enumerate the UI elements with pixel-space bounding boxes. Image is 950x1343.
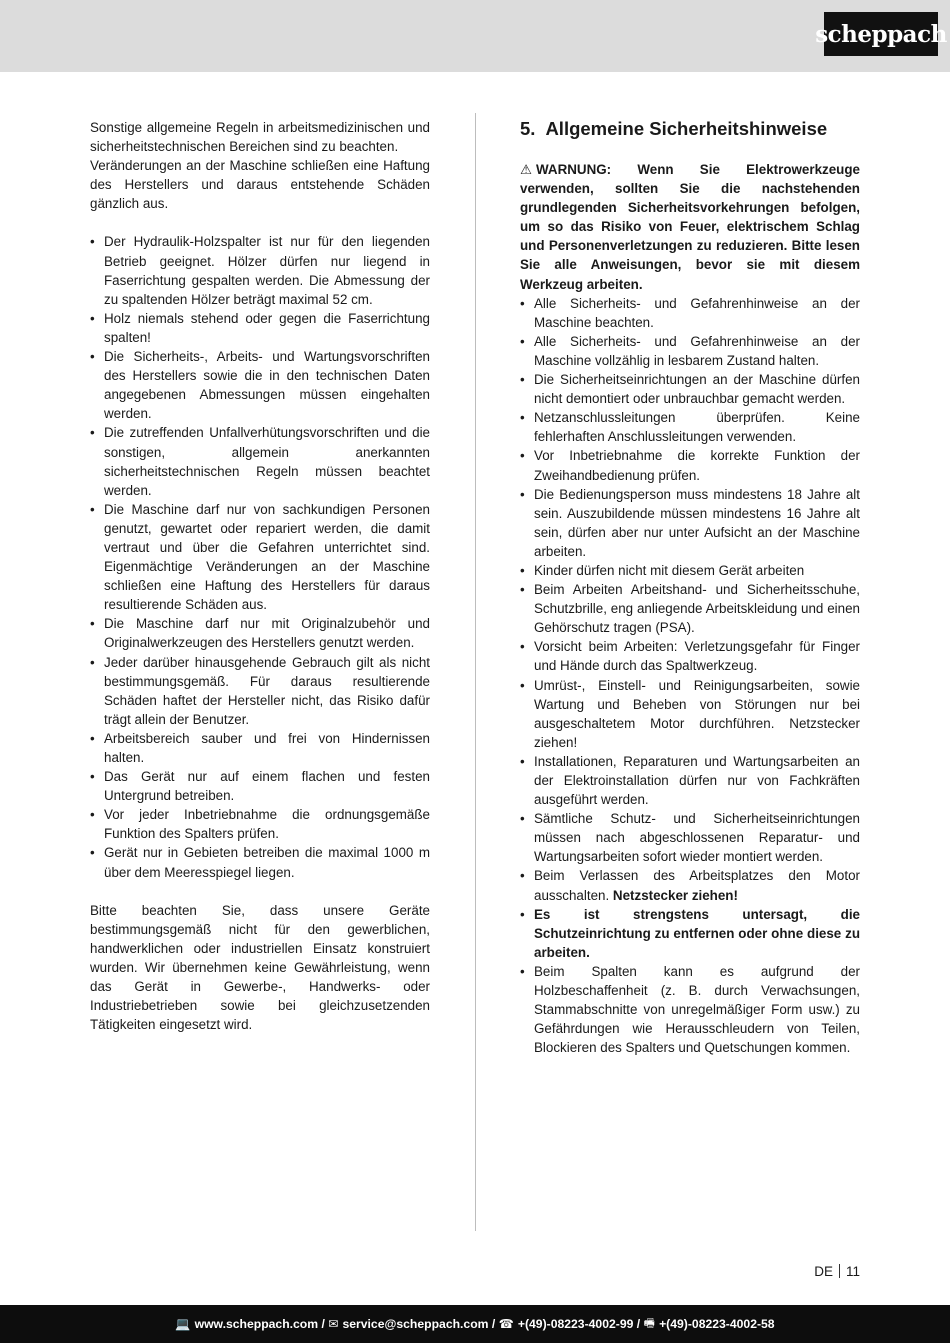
warning-paragraph (520, 160, 860, 294)
list-item: • Umrüst-, Einstell- und Reinigungsarbeiten, sowie Wartung und Beheben von Störungen nur bei ausgeschaltetem Motor durchführen. Netzstecker ziehen! (520, 676, 860, 752)
list-item: • Vorsicht beim Arbeiten: Verletzungsgefahr für Finger und Hände durch das Spaltwerkzeug. (520, 637, 860, 675)
list-item: • Kinder dürfen nicht mit diesem Gerät arbeiten (520, 561, 860, 580)
footer-fax: +(49)-08223-4002-58 (659, 1317, 775, 1331)
list-item: • Gerät nur in Gebieten betreiben die maximal 1000 m über dem Meeresspiegel liegen. (90, 843, 430, 881)
footer-web-link[interactable]: www.scheppach.com / (194, 1317, 325, 1331)
mail-icon: ✉ (328, 1317, 339, 1331)
language-code: DE (814, 1264, 833, 1279)
list-item: • Die Maschine darf nur von sachkundigen Personen genutzt, gewartet oder repariert werden, die damit vertraut und über die Gefahren unterrichtet sind. Eigenmächtige Veränderungen an der Maschine schließen eine Haftung des Herstellers für daraus resultierende Schäden aus. (90, 500, 430, 615)
right-bullet-list (520, 294, 860, 1058)
list-item: • Alle Sicherheits- und Gefahrenhinweise an der Maschine beachten. (520, 294, 860, 332)
fax-icon: 🖷 (643, 1315, 656, 1330)
section-title: Allgemeine Sicherheitshinweise (545, 118, 828, 139)
left-column (90, 118, 430, 1034)
page-number-value: 11 (845, 1264, 860, 1279)
bold-warning-text: Es ist strengstens untersagt, die Schutzeinrichtung zu entfernen oder ohne diese zu arbeiten. (534, 906, 860, 960)
list-item: • Beim Arbeiten Arbeitshand- und Sicherheitsschuhe, Schutzbrille, eng anliegende Arbeitskleidung und einen Gehörschutz tragen (PSA). (520, 580, 860, 637)
list-item (520, 905, 860, 962)
list-item: • Die Sicherheitseinrichtungen an der Maschine dürfen nicht demontiert oder unbrauchbar gemacht werden. (520, 370, 860, 408)
list-item: • Netzanschlussleitungen überprüfen. Keine fehlerhaften Anschlussleitungen verwenden. (520, 408, 860, 446)
list-item: • Sämtliche Schutz- und Sicherheitseinrichtungen müssen nach abgeschlossenen Reparatur- und Wartungsarbeiten sofort wieder montiert werden. (520, 809, 860, 866)
list-item: • Alle Sicherheits- und Gefahrenhinweise an der Maschine vollzählig in lesbarem Zustand halten. (520, 332, 860, 370)
closing-paragraph: Bitte beachten Sie, dass unsere Geräte bestimmungsgemäß nicht für den gewerblichen, handwerklichen oder industriellen Einsatz konstruiert wurden. Wir übernehmen keine Gewährleistung, wenn das Gerät in Gewerbe-, Handwerks- oder Industriebetrieben sowie bei gleichzusetzenden Tätigkeiten eingesetzt wird. (90, 902, 430, 1033)
motor-bold-text: Netzstecker ziehen! (612, 887, 738, 903)
footer-phone: +(49)-08223-4002-99 / (517, 1317, 641, 1331)
intro-paragraph-2: Veränderungen an der Maschine schließen eine Haftung des Herstellers und daraus entstehende Schäden gänzlich aus. (90, 158, 430, 212)
list-item: • Das Gerät nur auf einem flachen und festen Untergrund betreiben. (90, 767, 430, 805)
list-item: • Die Sicherheits-, Arbeits- und Wartungsvorschriften des Herstellers sowie die in den technischen Daten angegebenen Abmessungen müssen eingehalten werden. (90, 347, 430, 423)
list-item: • Arbeitsbereich sauber und frei von Hindernissen halten. (90, 729, 430, 767)
list-item (520, 866, 860, 904)
list-item: • Die zutreffenden Unfallverhütungsvorschriften und die sonstigen, allgemein anerkannten sicherheitstechnischen Regeln müssen beachtet werden. (90, 423, 430, 499)
scheppach-logo: scheppach (824, 12, 938, 56)
computer-icon: 💻 (175, 1317, 191, 1331)
list-item: • Installationen, Reparaturen und Wartungsarbeiten an der Elektroinstallation dürfen nur von Fachkräften ausgeführt werden. (520, 752, 860, 809)
list-item: • Der Hydraulik-Holzspalter ist nur für den liegenden Betrieb geeignet. Hölzer dürfen nur liegend in Faserrichtung gespalten werden. Die Abmessung der zu spaltenden Hölzer beträgt maximal 52 cm. (90, 232, 430, 308)
list-item: • Vor jeder Inbetriebnahme die ordnungsgemäße Funktion des Spalters prüfen. (90, 805, 430, 843)
list-item: • Die Bedienungsperson muss mindestens 18 Jahre alt sein. Auszubildende müssen mindestens 16 Jahre alt sein, dürfen aber nur unter Aufsicht an der Maschine arbeiten. (520, 485, 860, 561)
right-column (520, 118, 860, 1057)
warning-text: WARNUNG: Wenn Sie Elektrowerkzeuge verwenden, sollten Sie die nachstehenden grundlegenden Sicherheitsvorkehrungen befolgen, um so das Risiko von Feuer, elektrischem Schlag und Personenverletzungen zu reduzieren. Bitte lesen Sie alle Anweisungen, bevor sie mit diesem Werkzeug arbeiten. (520, 162, 860, 292)
list-item: • Jeder darüber hinausgehende Gebrauch gilt als nicht bestimmungsgemäß. Für daraus resultierende Schäden haftet der Hersteller nicht, das Risiko dafür trägt allein der Benutzer. (90, 653, 430, 729)
motor-text: Beim Verlassen des Arbeitsplatzes den Motor ausschalten. (534, 868, 860, 903)
list-item: • Vor Inbetriebnahme die korrekte Funktion der Zweihandbedienung prüfen. (520, 446, 860, 484)
section-number: 5. (520, 118, 536, 139)
list-item: • Die Maschine darf nur mit Originalzubehör und Originalwerkzeugen des Herstellers genutzt werden. (90, 614, 430, 652)
header-band (0, 0, 950, 72)
page-number (814, 1264, 860, 1279)
section-heading (520, 118, 860, 140)
footer-bar (0, 1305, 950, 1343)
footer-email-link[interactable]: service@scheppach.com / (342, 1317, 496, 1331)
phone-icon: ☎ (498, 1317, 514, 1331)
left-bullet-list (90, 232, 430, 881)
list-item: • Beim Spalten kann es aufgrund der Holzbeschaffenheit (z. B. durch Verwachsungen, Stammabschnitte von unregelmäßiger Form usw.) zu Gefährdungen wie Herausschleudern von Teilen, Blockieren des Spalters und Quetschungen kommen. (520, 962, 860, 1057)
column-divider (475, 113, 476, 1231)
list-item: • Holz niemals stehend oder gegen die Faserrichtung spalten! (90, 309, 430, 347)
intro-paragraph-1: Sonstige allgemeine Regeln in arbeitsmedizinischen und sicherheitstechnischen Bereichen sind zu beachten. (90, 120, 430, 155)
warning-triangle-icon: ⚠ (520, 162, 533, 177)
